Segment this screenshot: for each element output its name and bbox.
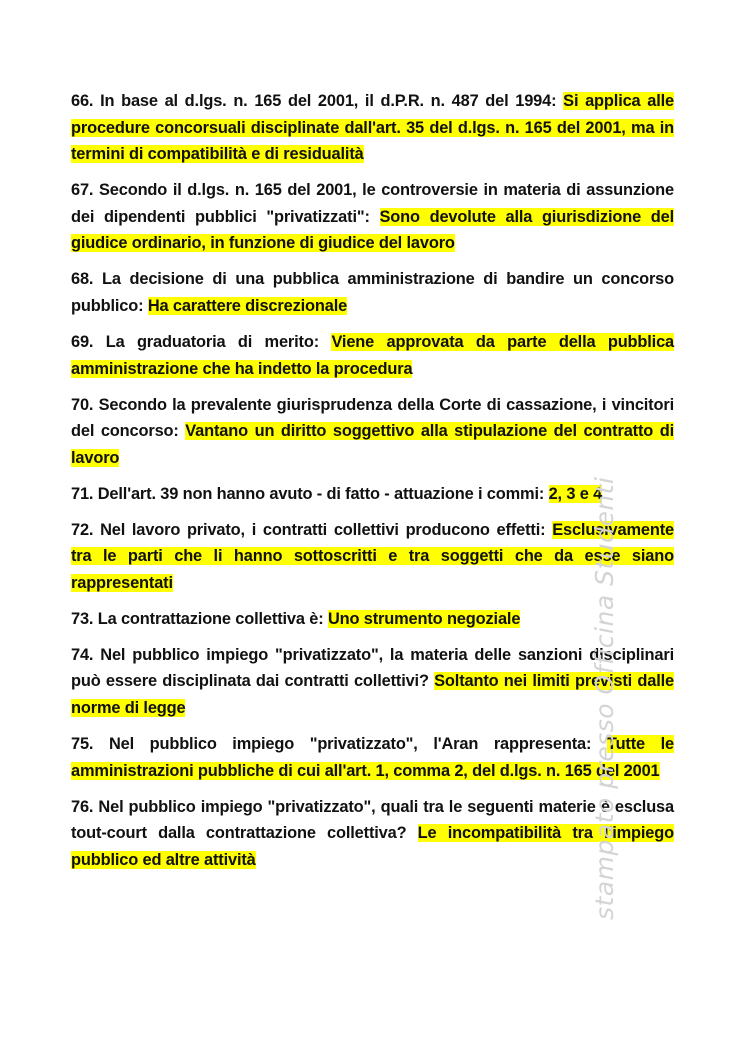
question-73 — [71, 606, 674, 633]
question-69 — [71, 329, 674, 382]
question-text: 73. La contrattazione collettiva è: — [71, 609, 324, 628]
question-text: 74. Nel pubblico impiego "privatizzato", la materia delle sanzioni disciplinari può essere disciplinata dai contratti collettivi? — [71, 645, 674, 691]
highlighted-answer: Si applica alle procedure concorsuali disciplinate dall'art. 35 del d.lgs. n. 165 del 2001, ma in termini di compatibilità e di residualità — [71, 92, 675, 164]
question-68 — [71, 266, 674, 319]
question-76 — [71, 794, 674, 874]
question-text: 66. In base al d.lgs. n. 165 del 2001, il d.P.R. n. 487 del 1994: — [71, 92, 557, 110]
question-text: 71. Dell'art. 39 non hanno avuto - di fatto - attuazione i commi: — [71, 484, 545, 503]
question-67 — [71, 177, 674, 257]
question-text: 75. Nel pubblico impiego "privatizzato", l'Aran rappresenta: — [71, 734, 592, 753]
highlighted-answer: Esclusivamente tra le parti che li hanno sottoscritti e tra soggetti che da esse siano rappresentati — [71, 520, 675, 592]
watermark: stampato presso Officina Studenti — [590, 476, 619, 920]
question-72 — [71, 517, 674, 597]
question-list — [71, 88, 674, 883]
highlighted-answer: Uno strumento negoziale — [327, 609, 521, 628]
highlighted-answer: Viene approvata da parte della pubblica amministrazione che ha indetto la procedura — [71, 332, 675, 378]
question-text: 70. Secondo la prevalente giurisprudenza della Corte di cassazione, i vincitori del concorso: — [71, 395, 674, 441]
question-70 — [71, 392, 674, 472]
question-text: 69. La graduatoria di merito: — [71, 332, 320, 351]
highlighted-answer: 2, 3 e 4 — [548, 484, 603, 503]
question-66 — [71, 88, 674, 168]
question-text: 68. La decisione di una pubblica amministrazione di bandire un concorso pubblico: — [71, 270, 674, 315]
question-71 — [71, 481, 674, 508]
highlighted-answer: Soltanto nei limiti previsti dalle norme di legge — [71, 672, 674, 717]
highlighted-answer: Ha carattere discrezionale — [147, 296, 348, 315]
highlighted-answer: Sono devolute alla giurisdizione del giudice ordinario, in funzione di giudice del lavoro — [71, 207, 675, 253]
question-text: 72. Nel lavoro privato, i contratti collettivi producono effetti: — [71, 520, 546, 539]
question-75 — [71, 731, 674, 784]
question-text: 76. Nel pubblico impiego "privatizzato", quali tra le seguenti materie è esclusa tout-court dalla contrattazione collettiva? — [71, 797, 674, 843]
question-text: 67. Secondo il d.lgs. n. 165 del 2001, le controversie in materia di assunzione dei dipendenti pubblici "privatizzati": — [71, 181, 674, 226]
highlighted-answer: Tutte le amministrazioni pubbliche di cui all'art. 1, comma 2, del d.lgs. n. 165 del 2001 — [71, 734, 674, 780]
highlighted-answer: Vantano un diritto soggettivo alla stipulazione del contratto di lavoro — [71, 422, 674, 467]
highlighted-answer: Le incompatibilità tra l'impiego pubblico ed altre attività — [71, 824, 674, 869]
question-74 — [71, 642, 674, 722]
